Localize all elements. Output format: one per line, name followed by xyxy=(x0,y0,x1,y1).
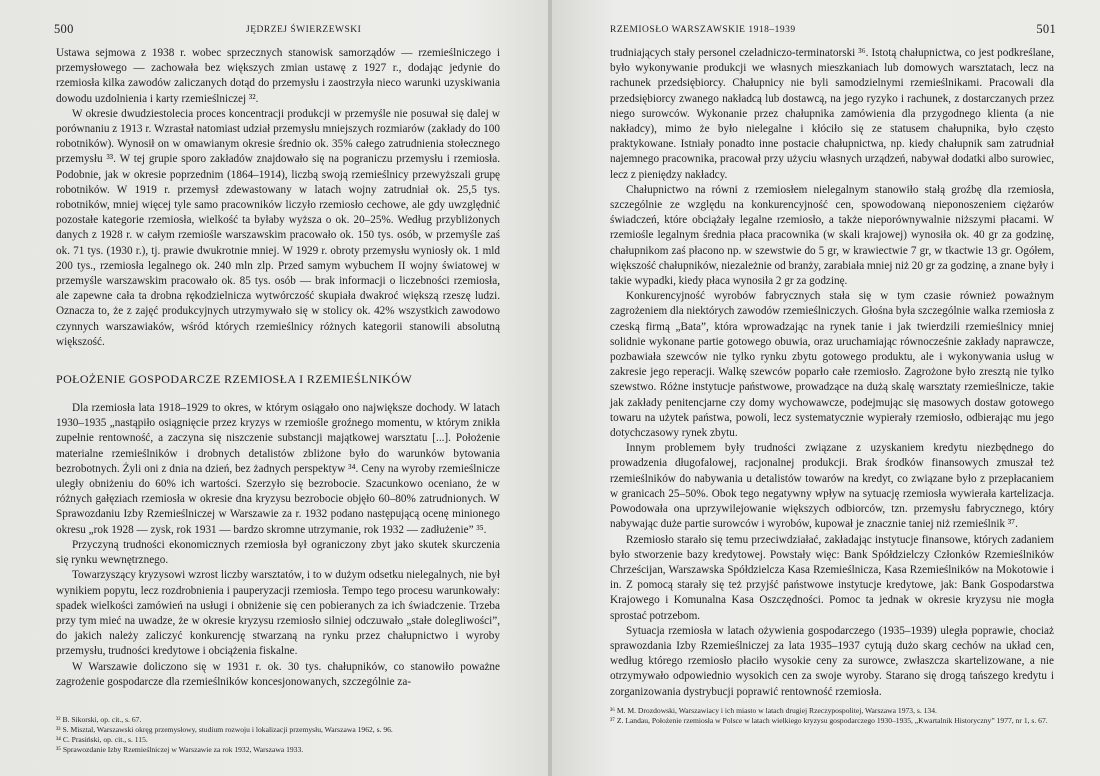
running-head-author: JĘDRZEJ ŚWIERZEWSKI xyxy=(246,25,362,35)
paragraph: Ustawa sejmowa z 1938 r. wobec sprzecznych stanowisk samorządów — rzemieślniczego i przemysłowego — zachowała bez większych zmian ustawę z 1927 r., dodając jedynie do rzemiosła kilka zawodów zaliczanych dotąd do przemysłu i zaostrzyła nieco warunki uzyskiwania dowodu uzdolnienia i karty rzemieślniczej ³². xyxy=(56,47,500,105)
paragraph: W Warszawie doliczono się w 1931 r. ok. 30 tys. chałupników, co stanowiło poważne zagrożenie gospodarcze dla rzemieślników koncesjonowanych, szczególnie za- xyxy=(56,660,500,688)
paragraph: Sytuacja rzemiosła w latach ożywienia gospodarczego (1935–1939) uległa poprawie, chociaż sprawozdania Izby Rzemieślniczej za lata 1935–1937 cytują dużo skarg cechów na układ cen, według którego rzemiosło płaciło wysokie ceny za surowce, zwłaszcza skartelizowane, a nie otrzymywało odpowiednio wysokich cen za swoje wyroby. Starano się drogą tańszego kredytu i zorganizowania dystrybucji poprawić rentowność rzemiosła. xyxy=(610,624,1054,698)
page-number-left: 500 xyxy=(54,22,74,36)
paragraph: Rzemiosło starało się temu przeciwdziałać, zakładając instytucje finansowe, których zadaniem było stworzenie bazy kredytowej. Powstały więc: Bank Spółdzielczy Członków Rzemieślników Chrześcijan, Warszawska Spółdzielcza Kasa Rzemieślnicza, Kasa Rzemieślników na Mokotowie i in. Z pomocą starały się też przyjść państwowe instytucje kredytowe, jak: Bank Gospodarstwa Krajowego i Komunalna Kasa Oszczędności. Pomoc ta jednak w okresie kryzysu nie mogła sprostać potrzebom. xyxy=(610,533,1054,622)
right-page xyxy=(550,0,1100,776)
footnote: ³⁶ M. M. Drozdowski, Warszawiacy i ich miasto w latach drugiej Rzeczypospolitej, Warszawa 1973, s. 134. xyxy=(610,706,937,715)
footnote: ³³ S. Misztal, Warszawski okręg przemysłowy, studium rozwoju i lokalizacji przemysłu, Warszawa 1962, s. 96. xyxy=(56,725,393,734)
book-gutter xyxy=(548,0,552,776)
footnote: ³⁷ Z. Landau, Położenie rzemiosła w Polsce w latach wielkiego kryzysu gospodarczego 1930–1935, „Kwartalnik Historyczny” 1977, nr 1, s. 67. xyxy=(610,716,1048,725)
left-footnotes xyxy=(56,715,500,755)
paragraph: W okresie dwudziestolecia proces koncentracji produkcji w przemyśle nie posuwał się dalej w porównaniu z 1913 r. Wzrastał natomiast udział przemysłu mniejszych rozmiarów (zakłady do 100 robotników). Wynosił on w omawianym okresie średnio ok. 35% całego zatrudnienia stołecznego przemysłu ³³. W tej grupie sporo zakładów znajdowało się na pograniczu przemysłu i rzemiosła. Podobnie, jak w okresie poprzednim (1864–1914), liczbą swoją rzemieślnicy przewyższali grupę robotników. W 1919 r. przemysł zdewastowany w latach wojny zatrudniał ok. 25,5 tys. robotników, mniej więcej tyle samo pracowników liczyło rzemiosło cechowe, ale gdy uwzględnić pozostałe kategorie rzemiosła, wielkość ta byłaby wyższa o ok. 20–25%. Według przybliżonych danych z 1928 r. w całym rzemiośle warszawskim pracowało ok. 150 tys. osób, w przemyśle zaś ok. 71 tys. (1930 r.), tj. prawie dwukrotnie mniej. W 1929 r. obroty przemysłu wyniosły ok. 1 mld 200 tys., rzemiosła legalnego ok. 240 mln zlp. Przed samym wybuchem II wojny światowej w przemyśle warszawskim pracowało ok. 85 tys. osób — brak informacji o liczebności rzemiosła, ale zapewne cała ta drobna rękodzielnicza wytwórczość skupiała dwakroć większą rzeszę ludzi. Oznacza to, że z zajęć produkcyjnych utrzymywało się w stolicy ok. 42% wszystkich zawodowo czynnych warszawiaków, wśród których rzemieślnicy różnych kategorii stanowili absolutną większość. xyxy=(56,107,500,348)
right-body-text xyxy=(610,46,1054,700)
footnote: ³⁴ C. Prasiński, op. cit., s. 115. xyxy=(56,735,148,744)
paragraph: Przyczyną trudności ekonomicznych rzemiosła był ograniczony zbyt jako skutek skurczenia się rynku wewnętrznego. xyxy=(56,538,500,567)
paragraph: Towarzyszący kryzysowi wzrost liczby warsztatów, i to w dużym odsetku nielegalnych, nie był wynikiem popytu, lecz rozdrobnienia i pauperyzacji rzemiosła. Tempo tego procesu warunkowały: spadek wielkości zamówień na usługi i obniżenie się cen pobieranych za ich świadczenie. Trzeba przy tym mieć na uwadze, że w okresie kryzysu rzemiosło silniej odczuwało „stałe dolegliwości”, do jakich należy zaliczyć konkurencję stwarzaną na rynku przez chałupnictwo i wyroby przemysłu, trudności kredytowe i obciążenia fiskalne. xyxy=(56,569,500,658)
left-running-head xyxy=(56,22,500,46)
paragraph: Konkurencyjność wyrobów fabrycznych stała się w tym czasie również poważnym zagrożeniem dla niektórych zawodów rzemieślniczych. Głośna była szczególnie walka rzemiosła z czeską firmą „Bata”, która wprowadzając na rynek tanie i jak twierdzili rzemieślnicy mniej solidnie wykonane partie gotowego obuwia, oraz uruchamiając równocześnie zakłady naprawcze, pozbawiała szewców nie tylko rynku zbytu gotowego produktu, ale i wykonywania usług w zakresie jego reperacji. Walkę szewców poparło całe rzemiosło. Zagrożone było zresztą nie tylko szewstwo. Różne instytucje państwowe, prowadzące na dużą skalę warsztaty rzemieślnicze, takie jak zakłady penitencjarne czy domy wychowawcze, podejmując się masowych dostaw gotowego towaru na użytek państwa, powoli, lecz systematycznie wypierały rzemiosło, odbierając mu jego dotychczasowy rynek zbytu. xyxy=(610,290,1054,440)
right-footnotes xyxy=(610,706,1054,726)
left-body-text xyxy=(56,46,500,690)
page-number-right: 501 xyxy=(1036,22,1056,36)
paragraph: trudniających stały personel czeladniczo-terminatorski ³⁶. Istotą chałupnictwa, co jest podkreślane, było wykonywanie produkcji we własnych mieszkaniach lub domowych warsztatach, lecz na rachunek przedsiębiorcy. Chałupnicy nie byli samodzielnymi rzemieślnikami. Pracowali dla przedsiębiorcy zwanego nakładcą lub dostawcą, na jego ryzyko i rachunek, z dostarczanych przez niego surowców. Wykonanie przez chałupnika zamówienia dla przygodnego klienta (a nie nakładcy), mimo że było nielegalne i kłóciło się ze statusem chałupnika, było często praktykowane. Istniały ponadto inne postacie chałupnictwa, np. kiedy chałupnik sam zatrudniał najemnego pracownika, pracował przy użyciu własnych urządzeń, nabywał dodatki albo surowiec, lecz z pieniędzy nakładcy. xyxy=(610,47,1054,181)
footnote: ³² B. Sikorski, op. cit., s. 67. xyxy=(56,715,142,724)
paragraph: Innym problemem były trudności związane z uzyskaniem kredytu niezbędnego do prowadzenia długofalowej, racjonalnej produkcji. Brak środków finansowych zmuszał też rzemieślników do nabywania u detalistów towarów na kredyt, co związane było z przepłacaniem w granicach 25–50%. Obok tego negatywny wpływ na sytuację rzemiosła wywierała kartelizacja. Powodowała ona uprzywilejowanie większych odbiorców, tzn. przemysłu fabrycznego, który nabywając duże partie surowców i wyrobów, kupował je znacznie taniej niż rzemieślnik ³⁷. xyxy=(610,442,1054,531)
footnote: ³⁵ Sprawozdanie Izby Rzemieślniczej w Warszawie za rok 1932, Warszawa 1933. xyxy=(56,745,304,754)
right-running-head xyxy=(610,22,1054,46)
section-heading: POŁOŻENIE GOSPODARCZE RZEMIOSŁA I RZEMIEŚLNIKÓW xyxy=(56,372,413,387)
paragraph: Chałupnictwo na równi z rzemiosłem nielegalnym stanowiło stałą groźbę dla rzemiosła, szczególnie ze względu na konkurencyjność cen, spowodowaną nieponoszeniem ciężarów świadczeń, które obciążały legalne rzemiosło, a także nieporównywalnie niższymi płacami. W rzemiośle legalnym średnia płaca pracownika (w skali krajowej) wynosiła ok. 40 gr za godzinę, chałupnikom zaś płacono np. w szewstwie do 5 gr, w krawiectwie 7 gr, w tkactwie 13 gr. Ogółem, większość chałupników, niezależnie od branży, zarabiała mniej niż 20 gr za godzinę, a znane były i takie wypadki, kiedy płaca wynosiła 2 gr za godzinę. xyxy=(610,183,1054,288)
running-head-title: RZEMIOSŁO WARSZAWSKIE 1918–1939 xyxy=(610,25,796,35)
paragraph: Dla rzemiosła lata 1918–1929 to okres, w którym osiągało ono największe dochody. W latach 1930–1935 „nastąpiło osiągnięcie przez kryzys w rzemiośle groźnego momentu, w którym znikła zupełnie rentowność, a zaczyna się niszczenie substancji majątkowej warsztatu [...]. Położenie materialne rzemieślników i drobnych detalistów zbliżone było do warunków bytowania bezrobotnych. Żyli oni z dnia na dzień, bez żadnych perspektyw ³⁴. Ceny na wyroby rzemieślnicze uległy obniżeniu do 60% ich wartości. Szerzyło się bezrobocie. Szacunkowo oceniano, że w różnych gałęziach rzemiosła w okresie dna kryzysu bezrobocie objęło 60–80% zatrudnionych. W Sprawozdaniu Izby Rzemieślniczej w Warszawie za r. 1932 podano następującą ocenę minionego okresu „rok 1928 — zysk, rok 1931 — bardzo skromne utrzymanie, rok 1932 — zadłużenie” ³⁵. xyxy=(56,402,500,536)
